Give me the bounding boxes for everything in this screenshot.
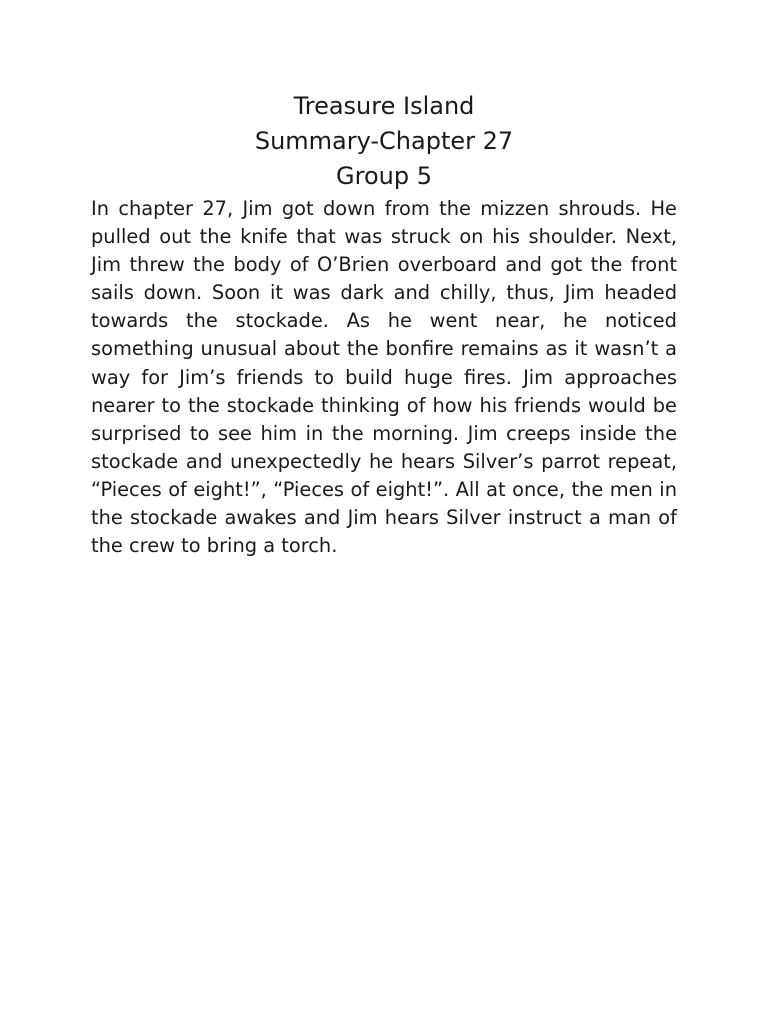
group-label: Group 5: [336, 162, 432, 190]
document-subtitle: Summary-Chapter 27: [254, 127, 514, 155]
title-block: [0, 89, 768, 194]
document-title: Treasure Island: [293, 92, 475, 120]
summary-paragraph: In chapter 27, Jim got down from the mizzen shrouds. He pulled out the knife that was struck on his shoulder. Next, Jim threw the body of O’Brien overboard and got the front sails down. Soon it was dark and chilly, thus, Jim headed towards the stockade. As he went near, he noticed something unusual about the bonfire remains as it wasn’t a way for Jim’s friends to build huge fires. Jim approaches nearer to the stockade thinking of how his friends would be surprised to see him in the morning. Jim creeps inside the stockade and unexpectedly he hears Silver’s parrot repeat, “Pieces of eight!”, “Pieces of eight!”. All at once, the men in the stockade awakes and Jim hears Silver instruct a man of the crew to bring a torch.: [91, 197, 677, 558]
